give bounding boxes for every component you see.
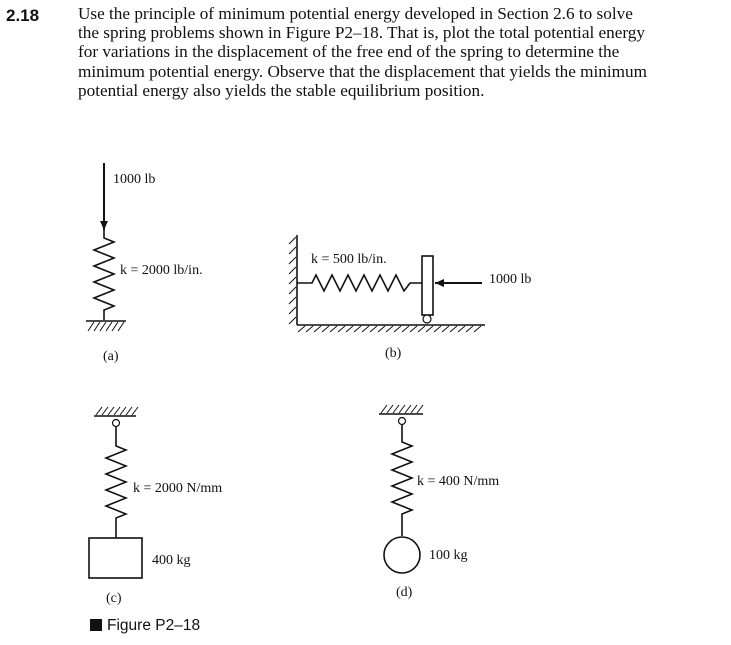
part-label-d: (d) bbox=[396, 585, 413, 600]
stiffness-label: k = 2000 N/mm bbox=[133, 481, 223, 496]
roller bbox=[423, 315, 431, 323]
stiffness-label: k = 2000 lb/in. bbox=[120, 263, 203, 278]
problem-number: 2.18 bbox=[6, 6, 40, 25]
hinge bbox=[399, 418, 406, 425]
figure-caption bbox=[90, 617, 200, 635]
statement-line: the spring problems shown in Figure P2–18. That is, plot the total potential energy bbox=[78, 23, 645, 43]
diagram-a bbox=[86, 163, 203, 364]
block bbox=[422, 256, 433, 315]
diagram-c bbox=[89, 407, 222, 606]
load-label: 1000 lb bbox=[489, 272, 532, 287]
statement-line: for variations in the displacement of the free end of the spring to determine the bbox=[78, 42, 620, 62]
part-label-a: (a) bbox=[103, 349, 119, 364]
hinge bbox=[113, 420, 120, 427]
load-label: 1000 lb bbox=[113, 172, 156, 187]
statement-line: minimum potential energy. Observe that the displacement that yields the minimum bbox=[78, 61, 647, 81]
ceiling-support bbox=[379, 405, 423, 414]
part-label-c: (c) bbox=[106, 591, 122, 606]
mass-ball bbox=[384, 537, 420, 573]
mass-block bbox=[89, 538, 142, 578]
diagram-d bbox=[379, 405, 499, 600]
stiffness-label: k = 400 N/mm bbox=[417, 474, 500, 489]
caption-text: Figure P2–18 bbox=[107, 617, 201, 634]
ground-support bbox=[86, 321, 126, 331]
mass-label: 100 kg bbox=[429, 548, 468, 563]
diagram-b bbox=[289, 235, 531, 361]
spring bbox=[297, 275, 422, 291]
spring bbox=[106, 427, 126, 538]
spring bbox=[94, 230, 114, 320]
part-label-b: (b) bbox=[385, 346, 402, 361]
caption-square-icon bbox=[90, 619, 102, 631]
statement-line: potential energy also yields the stable equilibrium position. bbox=[78, 80, 485, 100]
mass-label: 400 kg bbox=[152, 553, 191, 568]
wall-support bbox=[289, 235, 297, 325]
floor-support bbox=[297, 325, 485, 332]
spring bbox=[392, 425, 412, 536]
statement-line: Use the principle of minimum potential energy developed in Section 2.6 to solve bbox=[78, 4, 633, 23]
stiffness-label: k = 500 lb/in. bbox=[311, 252, 387, 267]
ceiling-support bbox=[94, 407, 138, 416]
